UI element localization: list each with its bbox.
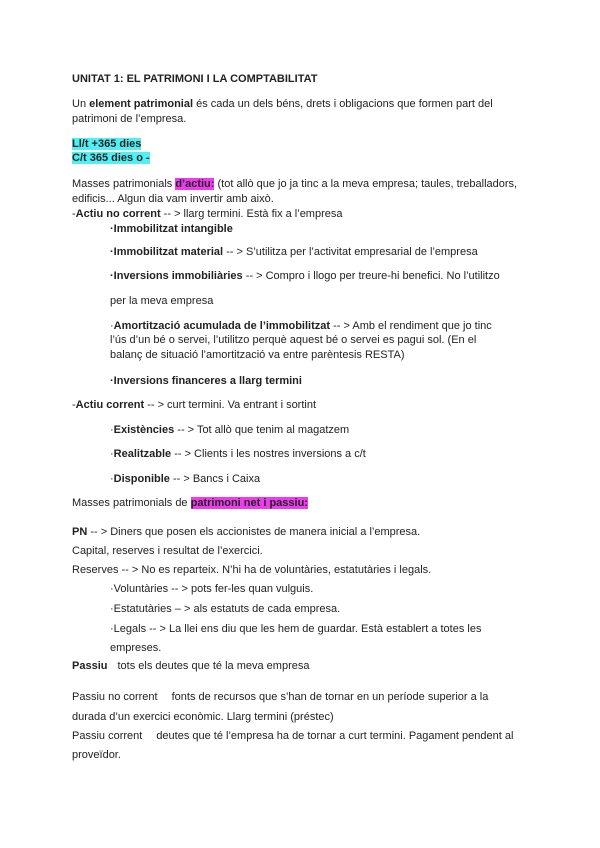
- term-short-text: C/t 365 dies o -: [72, 152, 150, 164]
- anc-item-financeres: [110, 374, 302, 388]
- anc-item-amortitzacio-line-3: balanç de situació l’amortització va entre parèntesis RESTA): [110, 349, 405, 361]
- ac-item-realitzable: [110, 447, 366, 461]
- actiu-no-corrent-heading: [72, 207, 343, 221]
- passiu-no-corrent-line-2: durada d’un exercici econòmic. Llarg termini (préstec): [72, 711, 334, 723]
- intro-post: és cada un dels béns, drets i obligacions que formen part del: [193, 98, 493, 110]
- term-long: [72, 137, 141, 151]
- anc-item-bold: Amortització acumulada de l’immobilitzat: [113, 320, 331, 332]
- anc-item-bold: ·Immobilitzat material: [110, 246, 224, 258]
- passiu-text: tots els deutes que té la meva empresa: [117, 660, 310, 672]
- ac-bold: Actiu corrent: [75, 399, 145, 411]
- actiu-section-pre: Masses patrimonials: [72, 178, 176, 190]
- ac-item-prefix: ·: [110, 424, 114, 436]
- anc-item-text: -- > Compro i llogo per treure-hi benefici. No l’utilitzo: [242, 270, 500, 282]
- document-title: UNITAT 1: EL PATRIMONI I LA COMPTABILITAT: [72, 73, 318, 85]
- anc-text: -- > llarg termini. Està fix a l’empresa: [160, 208, 343, 220]
- ac-item-existencies: [110, 423, 349, 437]
- anc-item-text: -- > Amb el rendiment que jo tinc: [330, 320, 492, 332]
- anc-item-intangible: [110, 222, 233, 236]
- ac-item-prefix: ·: [110, 448, 114, 460]
- passiu-corrent: [72, 729, 513, 743]
- anc-prefix: -: [72, 208, 76, 220]
- ac-item-prefix: ·: [110, 473, 114, 485]
- anc-item-prefix: ·: [110, 320, 114, 332]
- term-short: [72, 151, 150, 165]
- pc-label: Passiu corrent: [72, 730, 143, 742]
- intro-line-2: patrimoni de l’empresa.: [72, 113, 187, 125]
- pn-line: [72, 525, 420, 539]
- reserves-item-voluntaries: ·Voluntàries -- > pots fer-les quan vulguis.: [110, 583, 314, 595]
- passiu-bold: Passiu: [72, 660, 108, 672]
- actiu-section-line-2: edificis... Algun dia vam invertir amb això.: [72, 193, 274, 205]
- anc-item-bold: ·Inversions financeres a llarg termini: [110, 375, 302, 387]
- actiu-section-post: (tot allò que jo ja tinc a la meva empresa; taules, treballadors,: [214, 178, 518, 190]
- anc-bold: Actiu no corrent: [75, 208, 161, 220]
- anc-item-amortitzacio: [110, 319, 492, 333]
- actiu-corrent-heading: [72, 398, 316, 412]
- passiu-corrent-line-2: proveïdor.: [72, 749, 121, 761]
- actiu-section-line-1: [72, 177, 517, 191]
- reserves-item-legals-line-2: empreses.: [110, 642, 162, 654]
- ac-prefix: -: [72, 399, 76, 411]
- pnc-label: Passiu no corrent: [72, 691, 158, 703]
- pn-text: -- > Diners que posen els accionistes de manera inicial a l’empresa.: [87, 526, 421, 538]
- intro-line-1: [72, 97, 493, 111]
- intro-pre: Un: [72, 98, 90, 110]
- ac-item-disponible: [110, 472, 260, 486]
- passiu-section-heading: [72, 496, 308, 510]
- pn-bold: PN: [72, 526, 88, 538]
- anc-item-bold: ·Immobilitzat intangible: [110, 223, 233, 235]
- passiu-line: [72, 659, 309, 673]
- ac-item-bold: Realitzable: [113, 448, 172, 460]
- ac-item-text: -- > Bancs i Caixa: [169, 473, 261, 485]
- actiu-highlight: d’actiu:: [175, 178, 215, 190]
- pc-text: deutes que té l’empresa ha de tornar a curt termini. Pagament pendent al: [156, 730, 514, 742]
- pnc-text: fonts de recursos que s’han de tornar en un període superior a la: [171, 691, 489, 703]
- pn-reserves: Reserves -- > No es reparteix. N’hi ha de voluntàries, estatutàries i legals.: [72, 564, 432, 576]
- pn-capital: Capital, reserves i resultat de l’exercici.: [72, 545, 263, 557]
- anc-item-material: [110, 245, 478, 259]
- ac-item-text: -- > Clients i les nostres inversions a c/t: [171, 448, 366, 460]
- anc-item-text: -- > S’utilitza per l’activitat empresarial de l’empresa: [223, 246, 478, 258]
- reserves-item-estatutaries: ·Estatutàries – > als estatuts de cada empresa.: [110, 603, 341, 615]
- ac-item-bold: Existències: [113, 424, 175, 436]
- ac-item-bold: Disponible: [113, 473, 170, 485]
- anc-item-bold: ·Inversions immobiliàries: [110, 270, 243, 282]
- passiu-highlight: patrimoni net i passiu:: [190, 497, 308, 509]
- passiu-no-corrent: [72, 690, 488, 704]
- ac-item-text: -- > Tot allò que tenim al magatzem: [174, 424, 350, 436]
- anc-item-amortitzacio-line-2: l’ús d’un bé o servei, l’utilitzo perquè aquest bé o servei es pagui sol. (En el: [110, 334, 477, 346]
- anc-item-immobiliaries: [110, 269, 500, 283]
- ac-text: -- > curt termini. Va entrant i sortint: [144, 399, 317, 411]
- term-long-text: Ll/t +365 dies: [72, 138, 142, 150]
- anc-item-immobiliaries-line-2: per la meva empresa: [110, 295, 214, 307]
- reserves-item-legals: ·Legals -- > La llei ens diu que les hem de guardar. Està establert a totes les: [110, 623, 482, 635]
- intro-term: element patrimonial: [89, 98, 194, 110]
- passiu-section-pre: Masses patrimonials de: [72, 497, 191, 509]
